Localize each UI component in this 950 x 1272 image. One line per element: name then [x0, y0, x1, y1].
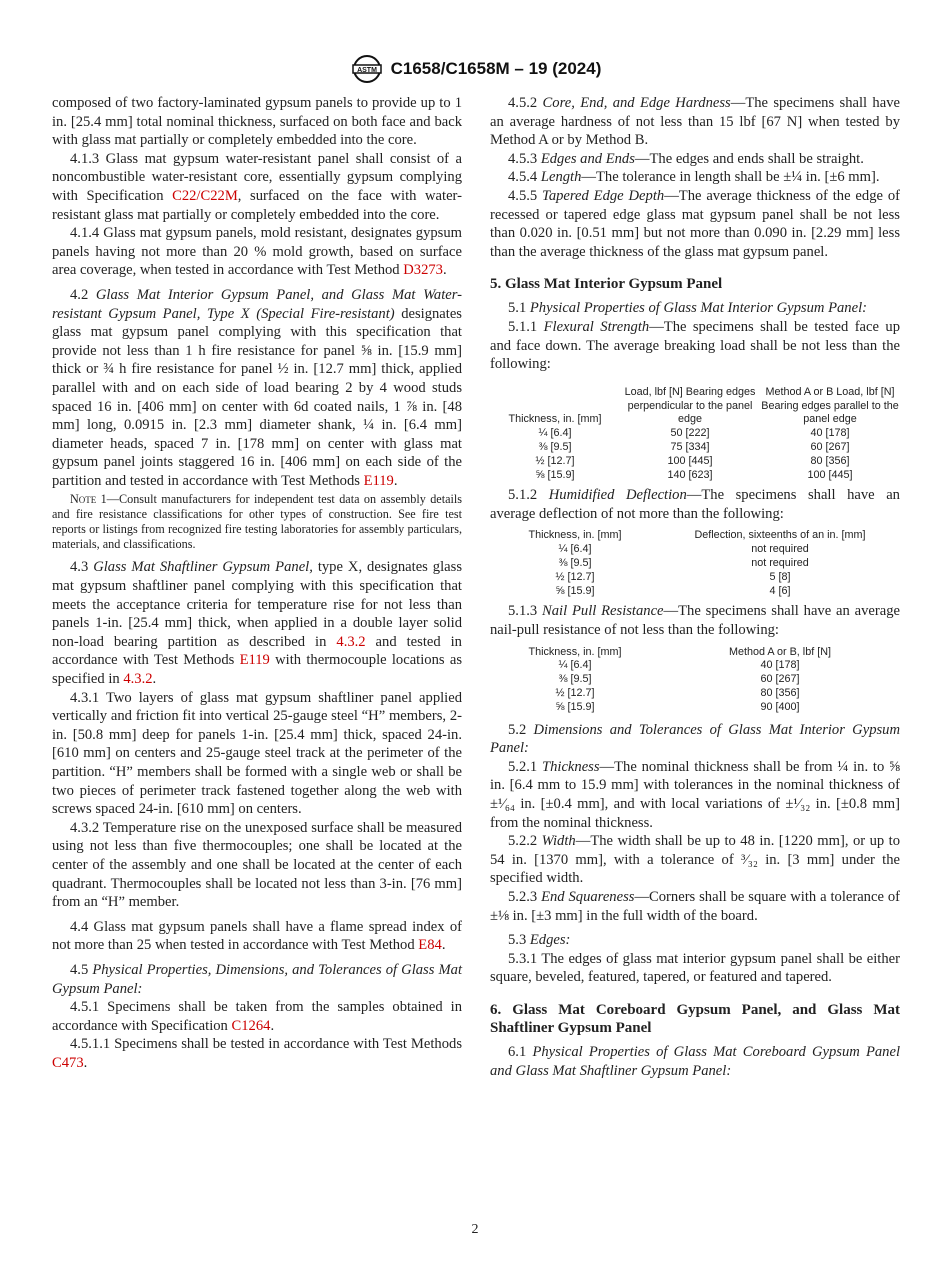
- link-4-3-2[interactable]: 4.3.2: [336, 633, 366, 650]
- table-header: Load, lbf [N] Bearing edges perpendicular to the panel edge: [624, 385, 756, 426]
- link-4-3-2[interactable]: 4.3.2: [123, 671, 153, 688]
- section-5-3-1: 5.3.1 The edges of glass mat interior gypsum panel shall be either square, beveled, featured, tapered, or featured and tapered.: [490, 950, 900, 986]
- section-4-5: 4.5 Physical Properties, Dimensions, and Tolerances of Glass Mat Gypsum Panel:: [52, 961, 463, 997]
- link-e119[interactable]: E119: [363, 472, 394, 489]
- deflection-table: [490, 529, 900, 598]
- section-5-2: 5.2 Dimensions and Tolerances of Glass Mat Interior Gypsum Panel:: [490, 721, 901, 757]
- link-d3273[interactable]: D3273: [403, 262, 443, 279]
- section-4-5-2: 4.5.2 Core, End, and Edge Hardness—The specimens shall have an average hardness of not less than 15 lbf [67 N] when tested by Method A or by Method B.: [490, 95, 900, 149]
- section-5-1-2: 5.1.2 Humidified Deflection—The specimens shall have an average deflection of not more than the following:: [490, 487, 900, 522]
- right-column: [490, 94, 900, 1080]
- flexural-strength-table: [490, 386, 900, 483]
- section-5-2-1: 5.2.1 Thickness—The nominal thickness shall be from ¼ in. to ⅝ in. [6.4 mm to 15.9 mm] with tolerances in the nominal thickness of ±¹⁄₆₄ in. [±0.4 mm], and with local variations of ±¹⁄₃₂ in. [±0.8 mm] from the nominal thickness.: [490, 758, 900, 831]
- table-row: ¼ [6.4] 50 [222] 40 [178]: [538, 427, 850, 440]
- left-column: [52, 94, 462, 1073]
- link-c22[interactable]: C22/C22M: [172, 187, 238, 204]
- page-header: [0, 54, 950, 84]
- astm-logo-icon: [349, 54, 385, 84]
- section-5-3: 5.3 Edges:: [508, 932, 571, 949]
- link-c473[interactable]: C473: [52, 1054, 84, 1071]
- section-4-4: 4.4 Glass mat gypsum panels shall have a flame spread index of not more than 25 when tested in accordance with Test Method E84.: [52, 918, 462, 954]
- table-row: ⅝ [15.9] 4 [6]: [555, 584, 791, 597]
- table-row: ⅝ [15.9] 90 [400]: [555, 700, 800, 713]
- document-title: C1658/C1658M – 19 (2024): [390, 59, 602, 78]
- nail-pull-table: [490, 646, 900, 715]
- table-row: ½ [12.7] 100 [445] 80 [356]: [535, 454, 850, 467]
- section-4-3-1: 4.3.1 Two layers of glass mat gypsum shaftliner panel applied vertically and friction fit into vertical 25-gauge steel “H” members, 2-in. [50.8 mm] deep for panels 1-in. [25.4 mm] thick, spaced 24-in. [610 mm] on centers and 25-gauge steel track at the perimeter of the partition. “H” members shall be formed with a single web or shall be two pieces of perimeter track fastened together along the web with screws spaced 24-in. [610 mm] on centers.: [52, 689, 462, 818]
- section-4-5-3: 4.5.3 Edges and Ends—The edges and ends shall be straight.: [508, 150, 864, 167]
- section-4-1-4: 4.1.4 Glass mat gypsum panels, mold resistant, designates gypsum panels having not more than 20 % mold growth, based on surface area coverage, when tested in accordance with Test Method D3273.: [52, 225, 462, 279]
- paragraph: composed of two factory-laminated gypsum panels to provide up to 1 in. [25.4 mm] total nominal thickness, surfaced on both face and back with glass mat partially or completely embedded into the core.: [52, 95, 462, 149]
- table-row: ⅝ [15.9] 140 [623] 100 [445]: [535, 468, 853, 481]
- section-4-5-5: 4.5.5 Tapered Edge Depth—The average thickness of the edge of recessed or tapered edge glass mat gypsum panel shall be not less than 0.020 in. [0.51 mm] but not more than 0.090 in. [2.29 mm] less than the average thickness of the glass mat gypsum panel.: [490, 187, 900, 260]
- table-header: Method A or B, lbf [N]: [728, 645, 832, 658]
- table-row: ¼ [6.4] 40 [178]: [558, 659, 800, 672]
- section-5-2-3: 5.2.3 End Squareness—Corners shall be square with a tolerance of ±⅛ in. [±3 mm] in the full width of the board.: [490, 888, 900, 924]
- table-header: Thickness, in. [mm]: [508, 413, 602, 426]
- table-header: Thickness, in. [mm]: [528, 529, 622, 542]
- section-6-1: 6.1 Physical Properties of Glass Mat Coreboard Gypsum Panel and Glass Mat Shaftliner Gypsum Panel:: [490, 1043, 901, 1079]
- section-5-1: 5.1 Physical Properties of Glass Mat Interior Gypsum Panel:: [508, 300, 867, 317]
- link-e119[interactable]: E119: [239, 652, 270, 669]
- table-row: ¼ [6.4] not required: [558, 543, 809, 556]
- link-e84[interactable]: E84: [418, 937, 442, 954]
- table-row: ⅜ [9.5] 60 [267]: [558, 673, 800, 686]
- section-5-1-1: 5.1.1 Flexural Strength—The specimens shall be tested face up and face down. The average breaking load shall be not less than the following:: [490, 318, 900, 373]
- section-5-2-2: 5.2.2 Width—The width shall be up to 48 in. [1220 mm], or up to 54 in. [1370 mm], with a tolerance of ³⁄₃₂ in. [3 mm] under the specified width.: [490, 833, 900, 887]
- section-5-heading: 5. Glass Mat Interior Gypsum Panel: [490, 276, 723, 293]
- table-row: ½ [12.7] 80 [356]: [555, 687, 800, 700]
- section-4-2: 4.2 Glass Mat Interior Gypsum Panel, and Glass Mat Water-resistant Gypsum Panel, Type X (Special Fire-resistant) designates glass mat gypsum panel complying with this specification that provide not less than 1 h fire resistance for panel ⅝ in. [15.9 mm] thick or ¾ h fire resistance for panel ½ in. [12.7 mm] thick, applied parallel with and on each side of load bearing 2 by 4 wood studs spaced 16 in. [406 mm] on center with 6d coated nails, 1 ⅞ in. [48 mm] long, 0.0915 in. [2.3 mm] diameter shank, ¼ in. [6.4 mm] diameter heads, spaced 7 in. [178 mm] on center with glass mat gypsum panel joints staggered 16 in. [406 mm] on each side of the partition and tested in accordance with Test Methods E119.: [52, 286, 462, 489]
- link-c1264[interactable]: C1264: [231, 1017, 271, 1034]
- section-4-5-1: 4.5.1 Specimens shall be taken from the samples obtained in accordance with Specification C1264.: [52, 999, 462, 1034]
- table-header: Method A or B Load, lbf [N] Bearing edges parallel to the panel edge: [761, 385, 899, 426]
- section-6-heading: 6. Glass Mat Coreboard Gypsum Panel, and Glass Mat Shaftliner Gypsum Panel: [490, 1001, 900, 1036]
- table-header: Deflection, sixteenths of an in. [mm]: [694, 529, 866, 542]
- table-row: ½ [12.7] 5 [8]: [555, 570, 791, 583]
- note-1: Note 1—Consult manufacturers for independent test data on assembly details and fire resistance classifications for other types of construction. See fire test reports or listings from recognized fire testing laboratories for assembly particulars, materials, and classifications.: [52, 492, 463, 552]
- section-4-5-1-1: 4.5.1.1 Specimens shall be tested in accordance with Test Methods C473.: [52, 1036, 462, 1071]
- table-header: Thickness, in. [mm]: [528, 645, 622, 658]
- section-4-3-2: 4.3.2 Temperature rise on the unexposed surface shall be measured using not less than five thermocouples; one shall be located at the center of the assembly and one shall be located at the center of each quadrant. Thermocouples shall be located not less than 3-in. [76 mm] from an “H” member.: [52, 819, 462, 911]
- section-4-1-3: 4.1.3 Glass mat gypsum water-resistant panel shall consist of a noncombustible water-resistant core, essentially gypsum complying with Specification C22/C22M, surfaced on the face with water-resistant glass mat partially or completely embedded into the core.: [52, 150, 462, 223]
- section-5-1-3: 5.1.3 Nail Pull Resistance—The specimens shall have an average nail-pull resistance of not less than the following:: [490, 603, 900, 639]
- section-4-5-4: 4.5.4 Length—The tolerance in length shall be ±¼ in. [±6 mm].: [508, 169, 880, 186]
- table-row: ⅜ [9.5] not required: [558, 557, 809, 570]
- table-row: ⅜ [9.5] 75 [334] 60 [267]: [538, 440, 850, 453]
- section-4-3: 4.3 Glass Mat Shaftliner Gypsum Panel, type X, designates glass mat gypsum shaftliner panel complying with this specification that meets the acceptance criteria for temperature rise for not less than panels 1-in. [25.4 mm] thick, when applied in a double layer solid non-load bearing partition as described in 4.3.2 and tested in accordance with Test Methods E119 with thermocouple locations as specified in 4.3.2.: [52, 559, 462, 688]
- svg-text:ASTM: ASTM: [356, 67, 377, 74]
- page-number: 2: [471, 1222, 479, 1237]
